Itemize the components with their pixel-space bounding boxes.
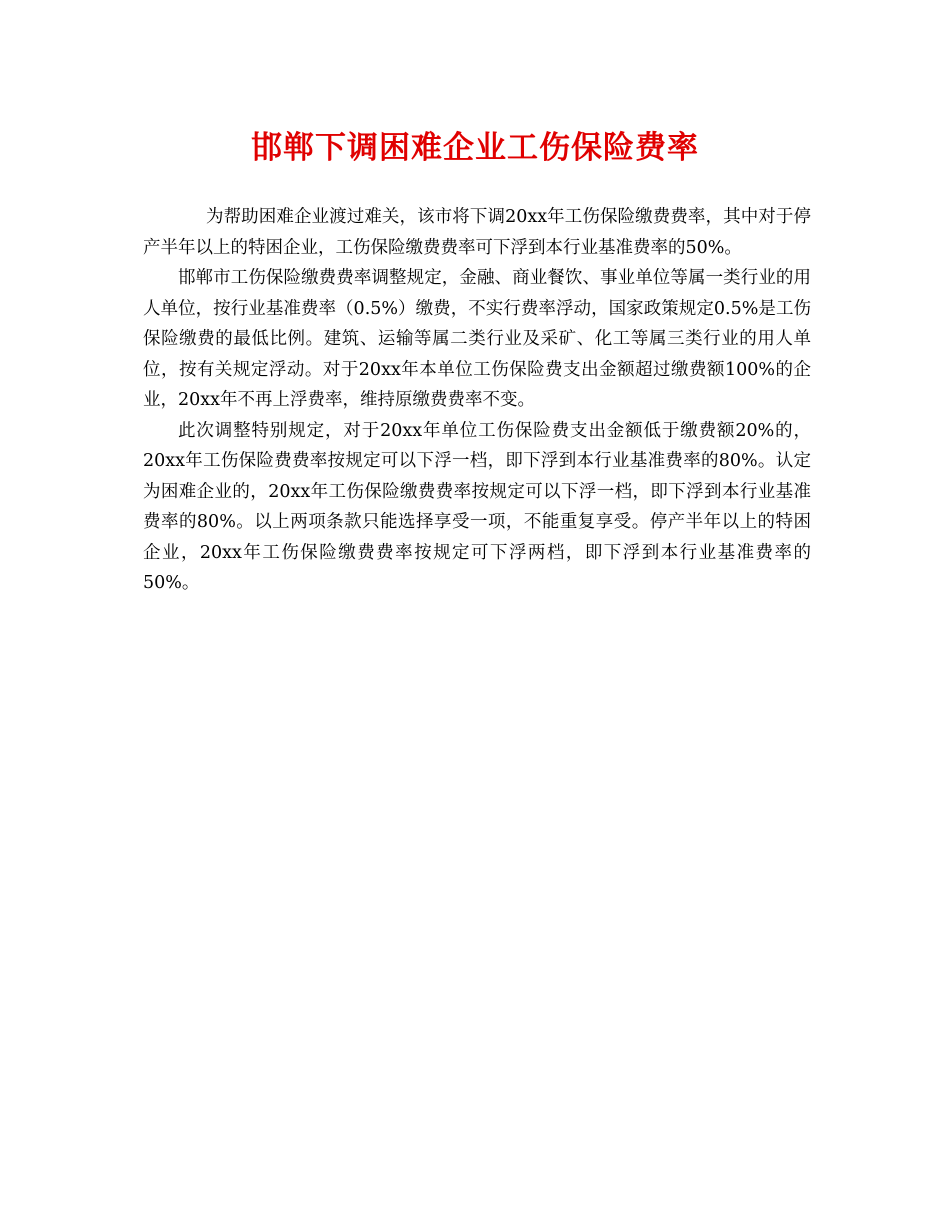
- document-body: [143, 202, 811, 599]
- document-title: 邯郸下调困难企业工伤保险费率: [251, 130, 699, 166]
- paragraph-2: 邯郸市工伤保险缴费费率调整规定，金融、商业餐饮、事业单位等属一类行业的用人单位，按行业基准费率（0.5%）缴费，不实行费率浮动，国家政策规定0.5%是工伤保险缴费的最低比例。建筑、运输等属二类行业及采矿、化工等属三类行业的用人单位，按有关规定浮动。对于20xx年本单位工伤保险费支出金额超过缴费额100%的企业，20xx年不再上浮费率，维持原缴费费率不变。: [143, 268, 811, 410]
- paragraph-1: 为帮助困难企业渡过难关，该市将下调20xx年工伤保险缴费费率，其中对于停产半年以上的特困企业，工伤保险缴费费率可下浮到本行业基准费率的50%。: [143, 207, 811, 258]
- paragraph-3: 此次调整特别规定，对于20xx年单位工伤保险费支出金额低于缴费额20%的，20xx年工伤保险费费率按规定可以下浮一档，即下浮到本行业基准费率的80%。认定为困难企业的，20xx年工伤保险缴费费率按规定可以下浮一档，即下浮到本行业基准费率的80%。以上两项条款只能选择享受一项，不能重复享受。停产半年以上的特困企业，20xx年工伤保险缴费费率按规定可下浮两档，即下浮到本行业基准费率的50%。: [143, 420, 811, 593]
